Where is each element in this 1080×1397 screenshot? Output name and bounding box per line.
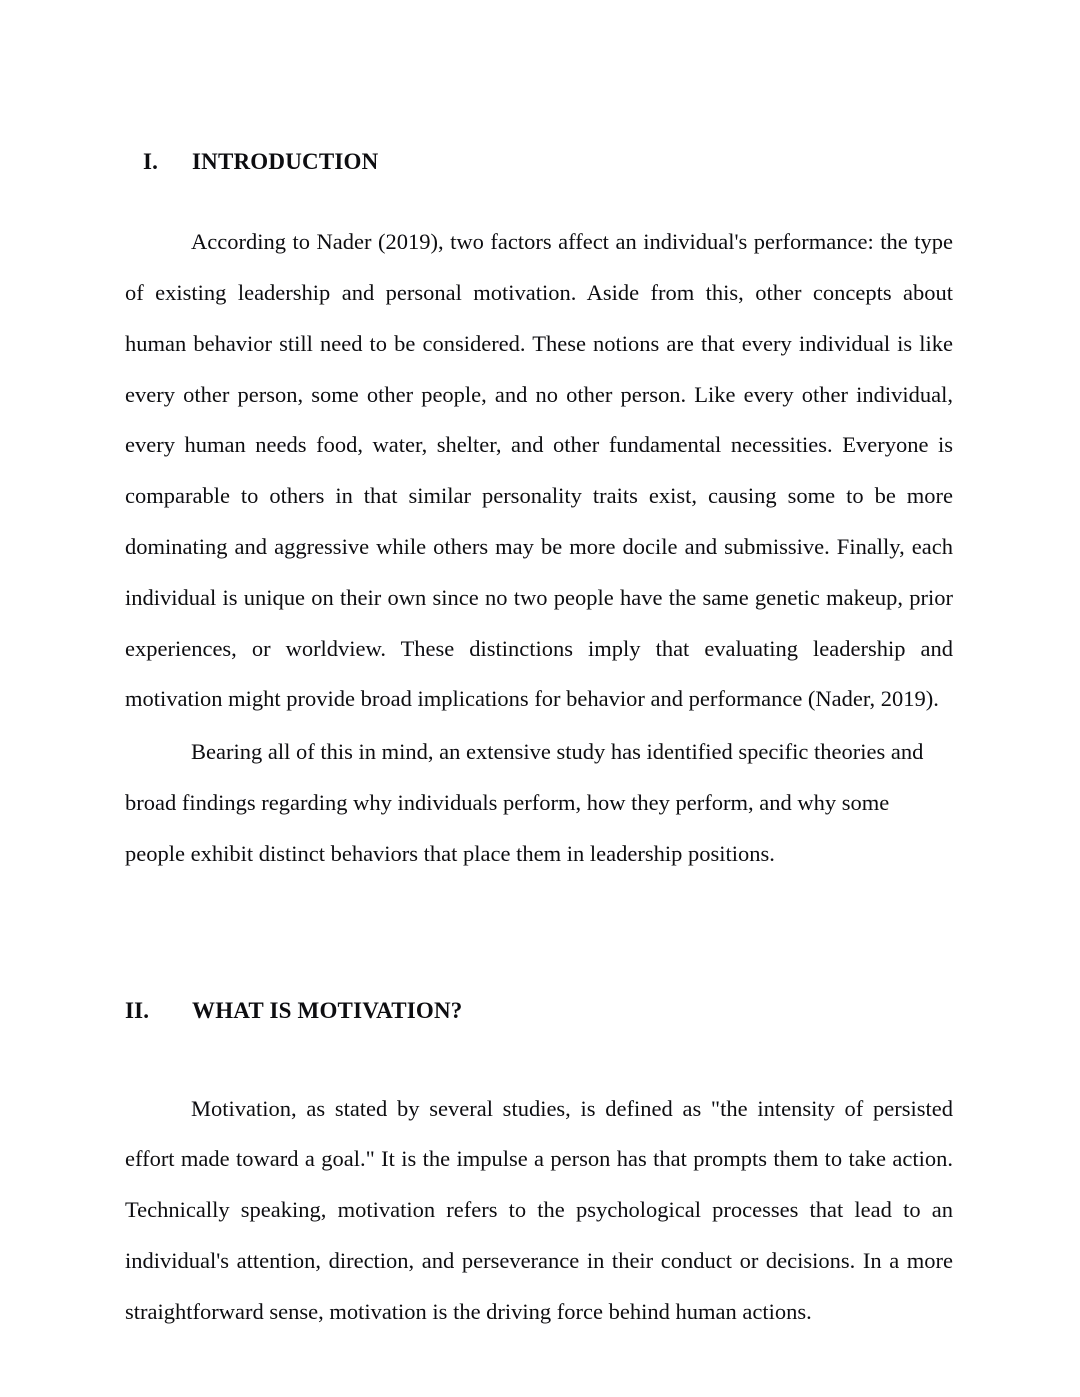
spacer [125,1041,953,1084]
spacer [125,192,953,217]
section-numeral: I. [143,149,159,175]
section-title: WHAT IS MOTIVATION? [192,997,463,1023]
paragraph: According to Nader (2019), two factors affect an individual's performance: the type of existing leadership and personal motivation. Aside from this, other concepts about human behavior still need to be considered. These notions are that every individual is like every other person, some other people, and no other person. Like every other individual, every human needs food, water, shelter, and other fundamental necessities. Everyone is comparable to others in that similar personality traits exist, causing some to be more dominating and aggressive while others may be more docile and submissive. Finally, each individual is unique on their own since no two people have the same genetic makeup, prior experiences, or worldview. These distinctions imply that evaluating leadership and motivation might provide broad implications for behavior and performance (Nader, 2019). [125,229,953,712]
section-numeral: II. [125,997,150,1023]
paragraph: Bearing all of this in mind, an extensive study has identified specific theories and broad findings regarding why individuals perform, how they perform, and why some people exhibit distinct behaviors that place them in leadership positions. [125,739,924,866]
paragraph: Motivation, as stated by several studies, is defined as "the intensity of persisted effort made toward a goal." It is the impulse a person has that prompts them to take action. Technically speaking, motivation refers to the psychological processes that lead to an individual's attention, direction, and perseverance in their conduct or decisions. In a more straightforward sense, motivation is the driving force behind human actions. [125,1095,953,1324]
section-heading-what-is-motivation [125,899,953,1022]
section-heading-introduction [143,19,953,173]
section-title: INTRODUCTION [192,149,379,175]
document-text-column [125,0,953,1338]
